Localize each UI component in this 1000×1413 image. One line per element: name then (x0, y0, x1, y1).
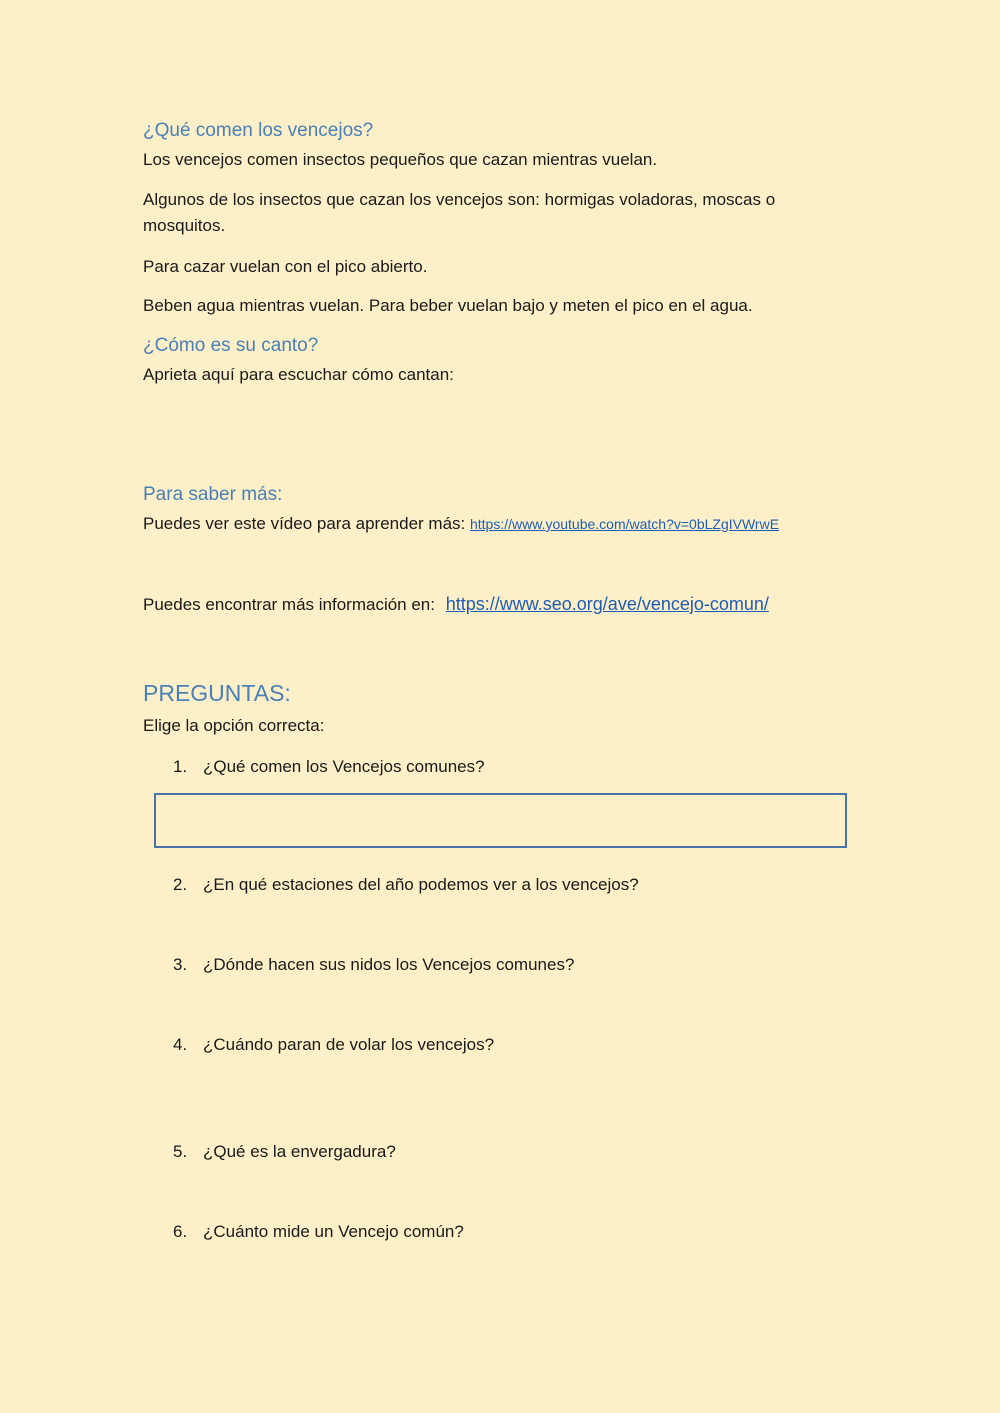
answer-input-question-1[interactable] (156, 795, 845, 846)
question-number: 6. (173, 1222, 188, 1241)
video-label: Puedes ver este vídeo para aprender más: (143, 514, 466, 533)
section-heading-food: ¿Qué comen los vencejos? (143, 120, 374, 141)
questions-instruction: Elige la opción correcta: (143, 716, 325, 735)
question-item-5 (173, 1139, 396, 1165)
seo-info-link[interactable]: https://www.seo.org/ave/vencejo-comun/ (445, 594, 769, 614)
question-number: 1. (173, 757, 188, 776)
paragraph-food-3: Para cazar vuelan con el pico abierto. (143, 257, 428, 276)
question-item-6 (173, 1219, 464, 1245)
question-text: ¿Dónde hacen sus nidos los Vencejos comunes? (203, 955, 575, 974)
question-item-3 (173, 952, 574, 978)
paragraph-food-1: Los vencejos comen insectos pequeños que cazan mientras vuelan. (143, 150, 658, 169)
question-item-2 (173, 872, 639, 898)
paragraph-food-2: Algunos de los insectos que cazan los vencejos son: hormigas voladoras, moscas o mosquitos. (143, 190, 776, 235)
question-text: ¿Cuánto mide un Vencejo común? (203, 1222, 464, 1241)
question-number: 2. (173, 875, 188, 894)
paragraph-food-4: Beben agua mientras vuelan. Para beber vuelan bajo y meten el pico en el agua. (143, 296, 753, 315)
paragraph-song-1: Aprieta aquí para escuchar cómo cantan: (143, 365, 454, 384)
question-number: 3. (173, 955, 188, 974)
youtube-video-link[interactable]: https://www.youtube.com/watch?v=0bLZgIVWrwE (469, 516, 780, 532)
answer-box-question-1[interactable] (154, 793, 847, 848)
question-text: ¿Qué es la envergadura? (203, 1142, 396, 1161)
question-text: ¿Qué comen los Vencejos comunes? (203, 757, 485, 776)
question-number: 5. (173, 1142, 188, 1161)
questions-heading: PREGUNTAS: (143, 680, 291, 706)
question-item-4 (173, 1032, 494, 1058)
info-line (143, 591, 769, 618)
question-number: 4. (173, 1035, 188, 1054)
video-line (143, 511, 779, 537)
question-item-1 (173, 754, 485, 780)
section-heading-more: Para saber más: (143, 484, 283, 505)
question-text: ¿Cuándo paran de volar los vencejos? (203, 1035, 495, 1054)
section-heading-song: ¿Cómo es su canto? (143, 335, 319, 356)
info-label: Puedes encontrar más información en: (143, 595, 435, 614)
question-text: ¿En qué estaciones del año podemos ver a los vencejos? (203, 875, 639, 894)
